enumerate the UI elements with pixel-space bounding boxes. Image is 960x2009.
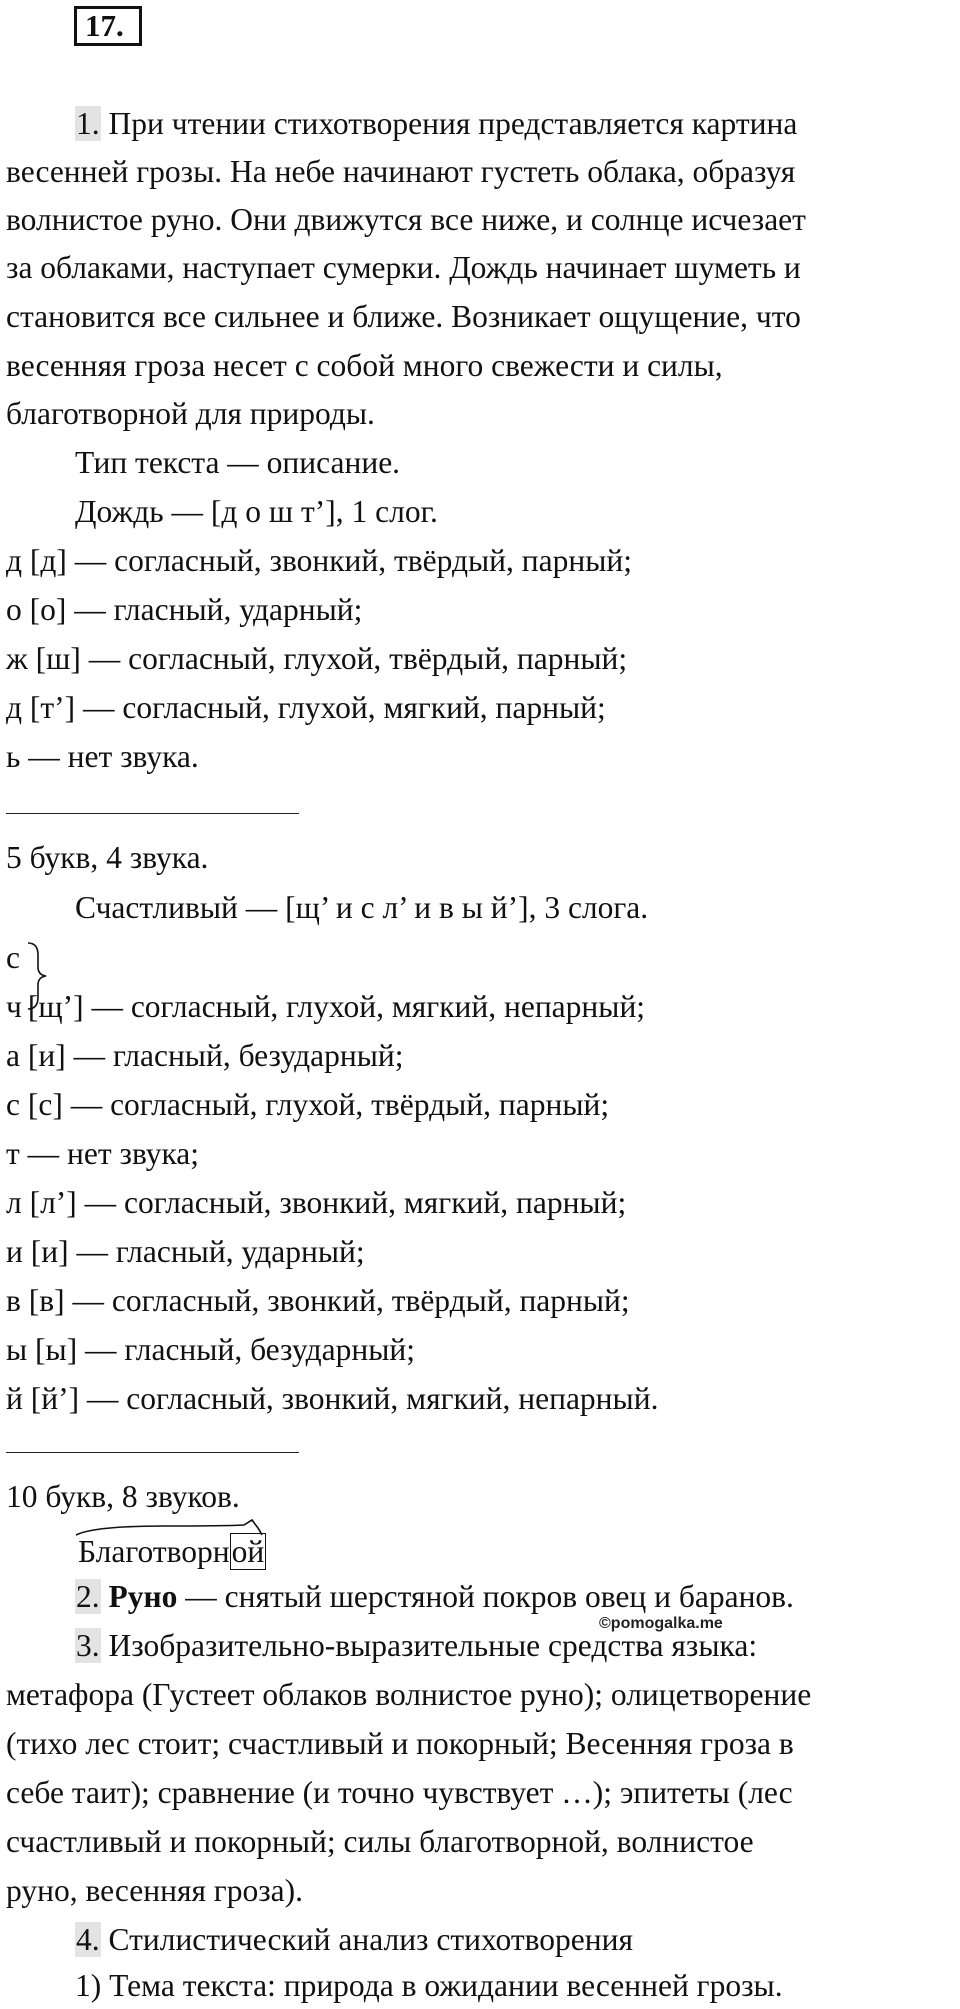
item-3-line: себе таит); сравнение (и точно чувствует …); эпитеты (лес: [6, 1775, 793, 1810]
item-4: [75, 1920, 633, 1960]
item-marker: 2.: [76, 1579, 100, 1614]
morpheme-root-text: Благотворн: [78, 1534, 230, 1569]
letter-analysis: ы [ы] — гласный, безударный;: [6, 1332, 415, 1367]
letter-analysis: и [и] — гласный, ударный;: [6, 1234, 365, 1269]
item-2-definition: — снятый шерстяной покров овец и баранов.: [177, 1579, 794, 1614]
item-3-line: счастливый и покорный; силы благотворной, волнистое: [6, 1824, 754, 1859]
morpheme-root: [78, 1532, 230, 1572]
letter-analysis: а [и] — гласный, безударный;: [6, 1038, 404, 1073]
letter-analysis: в [в] — согласный, звонкий, твёрдый, парный;: [6, 1283, 630, 1318]
item-3-line: метафора (Густеет облаков волнистое руно); олицетворение: [6, 1677, 812, 1712]
letter-ch: ч: [6, 989, 22, 1024]
paragraph-1-first-line: [75, 104, 797, 144]
paragraph-1-line: волнистое руно. Они движутся все ниже, и солнце исчезает: [6, 202, 806, 237]
task-number: 17.: [74, 6, 142, 46]
paragraph-1-line: весенняя гроза несет с собой много свежести и силы,: [6, 348, 723, 383]
letter-analysis: с [с] — согласный, глухой, твёрдый, парный;: [6, 1087, 610, 1122]
root-arc-icon: [74, 1522, 264, 1536]
item-3-line: руно, весенняя гроза).: [6, 1873, 304, 1908]
paragraph-1-line: за облаками, наступает сумерки. Дождь начинает шуметь и: [6, 250, 801, 285]
letter-analysis: д [т’] — согласный, глухой, мягкий, парный;: [6, 690, 606, 725]
item-marker: 3.: [76, 1628, 100, 1663]
item-marker: 1.: [76, 106, 100, 141]
paragraph-1-line: благотворной для природы.: [6, 396, 375, 431]
letter-analysis: ж [ш] — согласный, глухой, твёрдый, парный;: [6, 641, 628, 676]
letter-analysis: й [й’] — согласный, звонкий, мягкий, непарный.: [6, 1381, 659, 1416]
item-3-line: (тихо лес стоит; счастливый и покорный; Весенняя гроза в: [6, 1726, 794, 1761]
morpheme-ending: ой: [231, 1534, 265, 1569]
item-4-text: Стилистический анализ стихотворения: [100, 1922, 633, 1957]
text-type: Тип текста — описание.: [75, 445, 401, 480]
paragraph-1-line: становится все сильнее и ближе. Возникает ощущение, что: [6, 299, 801, 334]
item-3-text: Изобразительно-выразительные средства языка:: [100, 1628, 758, 1663]
word-1-summary: 5 букв, 4 звука.: [6, 840, 209, 875]
item-4-1: 1) Тема текста: природа в ожидании весенней грозы.: [75, 1968, 783, 2003]
item-2: [75, 1577, 794, 1617]
word-1-header: Дождь — [д о ш т’], 1 слог.: [75, 494, 438, 529]
morpheme-analysis: [78, 1532, 266, 1572]
summary-divider: [6, 813, 299, 814]
paragraph-text: При чтении стихотворения представляется картина: [100, 106, 798, 141]
item-3-first-line: [75, 1626, 757, 1666]
letter-analysis: о [о] — гласный, ударный;: [6, 592, 363, 627]
summary-divider: [6, 1452, 299, 1453]
word-2-summary: 10 букв, 8 звуков.: [6, 1479, 240, 1514]
letter-ch-sound: [щ’] — согласный, глухой, мягкий, непарный;: [27, 989, 646, 1024]
watermark: ©pomogalka.me: [599, 1615, 723, 1632]
paragraph-1-line: весенней грозы. На небе начинают густеть облака, образуя: [6, 154, 796, 189]
letter-analysis: л [л’] — согласный, звонкий, мягкий, парный;: [6, 1185, 627, 1220]
letter-ch-analysis: [6, 987, 645, 1027]
letter-analysis: д [д] — согласный, звонкий, твёрдый, парный;: [6, 543, 632, 578]
item-2-term: Руно: [108, 1579, 178, 1614]
item-marker: 4.: [76, 1922, 100, 1957]
word-2-header: Счастливый — [щ’ и с л’ и в ы й’], 3 слога.: [75, 890, 649, 925]
letter-c: с: [6, 940, 20, 975]
letter-analysis: т — нет звука;: [6, 1136, 200, 1171]
letter-analysis: ь — нет звука.: [6, 739, 199, 774]
